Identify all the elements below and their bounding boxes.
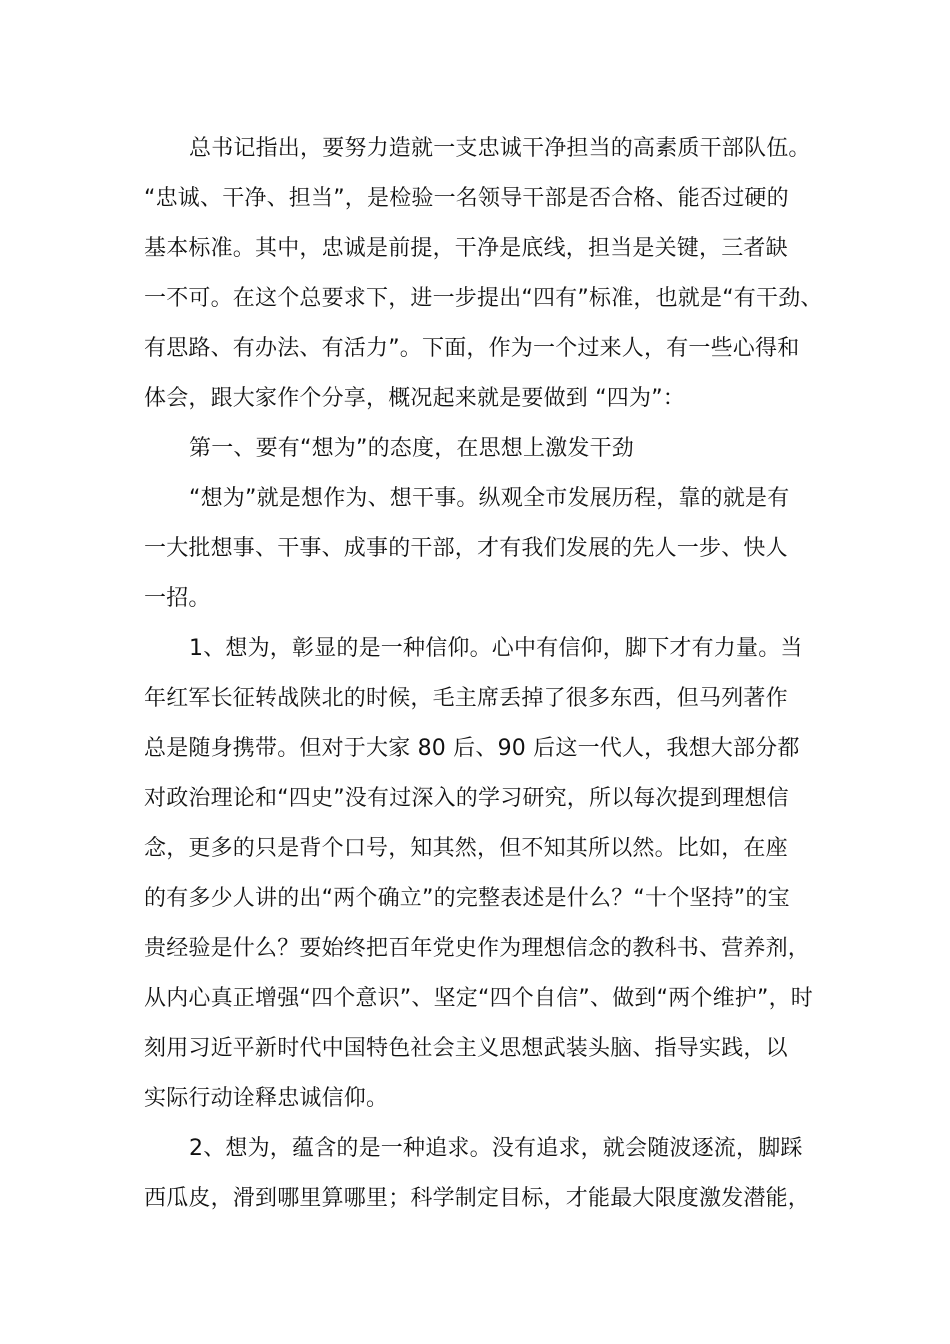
text-line: 基本标准。其中，忠诚是前提，干净是底线，担当是关键，三者缺 [144, 236, 788, 261]
text-line: 对政治理论和“四史”没有过深入的学习研究，所以每次提到理想信 [144, 786, 789, 811]
text-line: 西瓜皮，滑到哪里算哪里；科学制定目标，才能最大限度激发潜能， [144, 1186, 811, 1211]
text-line: 年红军长征转战陕北的时候，毛主席丢掉了很多东西，但马列著作 [144, 686, 788, 711]
text-line: 1、想为，彰显的是一种信仰。心中有信仰，脚下才有力量。当 [189, 636, 803, 661]
text-line: 一不可。在这个总要求下，进一步提出“四有”标准，也就是“有干劲、 [144, 286, 823, 311]
text-line: 有思路、有办法、有活力”。下面，作为一个过来人，有一些心得和 [144, 336, 800, 361]
text-line: 刻用习近平新时代中国特色社会主义思想武装头脑、指导实践，以 [144, 1036, 788, 1061]
text-line: “想为”就是想作为、想干事。纵观全市发展历程，靠的就是有 [189, 486, 790, 511]
section-heading: 第一、要有“想为”的态度，在思想上激发干劲 [189, 436, 634, 461]
text-line: 从内心真正增强“四个意识”、坚定“四个自信”、做到“两个维护”，时 [144, 986, 813, 1011]
text-line: 的有多少人讲的出“两个确立”的完整表述是什么？“十个坚持”的宝 [144, 886, 790, 911]
text-line: 总书记指出，要努力造就一支忠诚干净担当的高素质干部队伍。 [189, 136, 811, 161]
text-line: 一招。 [144, 586, 211, 611]
text-line: 实际行动诠释忠诚信仰。 [144, 1086, 389, 1111]
text-line: 总是随身携带。但对于大家 80 后、90 后这一代人，我想大部分都 [144, 736, 800, 761]
text-line: 念，更多的只是背个口号，知其然，但不知其所以然。比如，在座 [144, 836, 788, 861]
text-line: 2、想为，蕴含的是一种追求。没有追求，就会随波逐流，脚踩 [189, 1136, 803, 1161]
text-line: “忠诚、干净、担当”，是检验一名领导干部是否合格、能否过硬的 [144, 186, 789, 211]
text-line: 体会，跟大家作个分享，概况起来就是要做到 “四为”： [144, 386, 685, 411]
document-body [144, 124, 828, 1224]
text-line: 一大批想事、干事、成事的干部，才有我们发展的先人一步、快人 [144, 536, 788, 561]
text-line: 贵经验是什么？要始终把百年党史作为理想信念的教科书、营养剂， [144, 936, 811, 961]
